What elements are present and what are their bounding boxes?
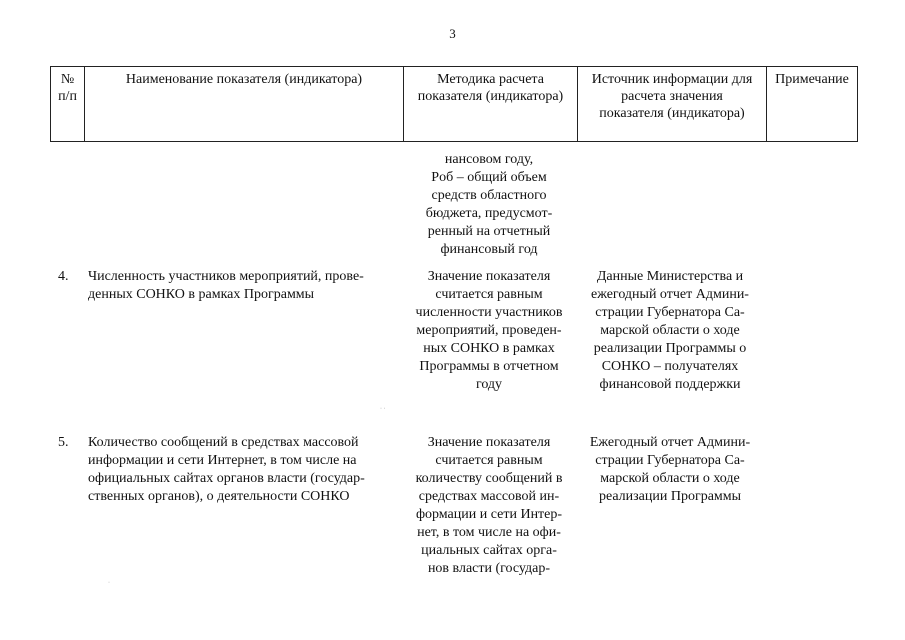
indicator-method: Значение показателя считается равным количеству сообщений в средствах массовой ин- формации и сети Интер- нет, в том числе на офи- циальных сайтах орга- нов власти (государ- <box>415 435 563 576</box>
header-indicator-name: Наименование показателя (индикатора) <box>85 67 404 142</box>
continuation-method: нансовом году, Pоб – общий объем средств областного бюджета, предусмот- ренный на отчетный финансовый год <box>425 152 553 257</box>
indicator-method: Значение показателя считается равным численности участников мероприятий, проведен- ных СОНКО в рамках Программы в отчетном году <box>415 269 563 392</box>
row-number: 4. <box>58 269 69 284</box>
table-header <box>50 66 858 142</box>
indicator-source: Данные Министерства и ежегодный отчет Админи- страции Губернатора Са- марской области о ходе реализации Программы о СОНКО – получателях финансовой поддержки <box>591 269 749 392</box>
page-number: 3 <box>449 26 456 41</box>
header-method: Методика расчета показателя (индикатора) <box>404 67 578 142</box>
header-source: Источник информации для расчета значения показателя (индикатора) <box>578 67 767 142</box>
scan-speck: · · <box>380 406 386 412</box>
row-number: 5. <box>58 435 69 450</box>
indicator-name: Численность участников мероприятий, прове- денных СОНКО в рамках Программы <box>88 269 364 302</box>
header-note: Примечание <box>767 67 858 142</box>
scan-speck: · <box>108 580 110 586</box>
indicator-source: Ежегодный отчет Админи- страции Губернатора Са- марской области о ходе реализации Программы <box>589 435 751 504</box>
header-num: № п/п <box>51 67 85 142</box>
indicator-name: Количество сообщений в средствах массовой информации и сети Интернет, в том числе на официальных сайтах органов власти (государ- ственных органов), о деятельности СОНКО <box>88 435 365 504</box>
